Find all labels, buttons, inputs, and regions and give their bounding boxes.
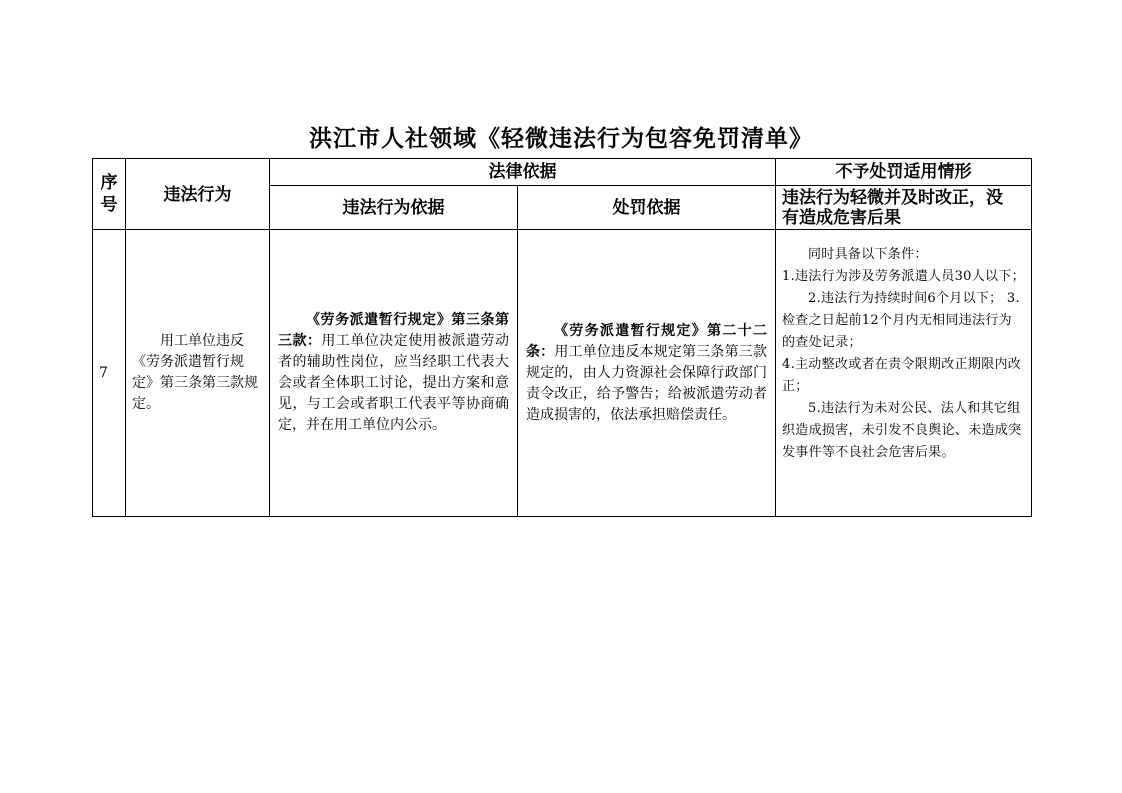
header-legal-basis: 法律依据 [270, 159, 776, 186]
row-seq: 7 [93, 230, 126, 517]
condition-item: 同时具备以下条件： [808, 247, 928, 262]
header-seq: 序号 [93, 159, 126, 230]
header-exempt: 不予处罚适用情形 [776, 159, 1032, 186]
act-basis-text [278, 310, 509, 436]
row-conditions [776, 230, 1032, 517]
header-exempt-sub: 违法行为轻微并及时改正，没有造成危害后果 [776, 186, 1032, 230]
condition-item: 2.违法行为持续时间6个月以下； 3.检查之日起前12个月内无相同违法行为的查处记录； [782, 291, 1020, 350]
penalty-basis-law: 《劳务派遣暂行规定》第二十二条： [526, 322, 767, 360]
page-title: 洪江市人社领域《轻微违法行为包容免罚清单》 [309, 125, 813, 152]
penalty-exemption-table [92, 158, 1032, 517]
penalty-basis-text [526, 321, 767, 426]
header-penalty-basis: 处罚依据 [518, 186, 776, 230]
row-act-basis [270, 230, 518, 517]
row-act [126, 230, 270, 517]
header-act-basis: 违法行为依据 [270, 186, 518, 230]
condition-item: 1.违法行为涉及劳务派遣人员30人以下； [782, 269, 1025, 284]
act-basis-law: 《劳务派遣暂行规定》第三条第三款： [278, 312, 509, 349]
row-penalty-basis [518, 230, 776, 517]
penalty-basis-content: 用工单位违反本规定第三条第三款规定的，由人力资源社会保障行政部门责令改正，给予警告；给被派遣劳动者造成损害的，依法承担赔偿责任。 [526, 343, 767, 423]
row-act-text: 用工单位违反《劳务派遣暂行规定》第三条第三款规定。 [132, 333, 258, 412]
header-act: 违法行为 [126, 159, 270, 230]
table-row [93, 230, 1032, 517]
act-basis-content: 用工单位决定使用被派遣劳动者的辅助性岗位，应当经职工代表大会或者全体职工讨论，提出方案和意见，与工会或者职工代表平等协商确定，并在用工单位内公示。 [278, 333, 510, 433]
condition-item: 4.主动整改或者在责令限期改正期限内改正； [782, 357, 1022, 394]
condition-item: 5.违法行为未对公民、法人和其它组织造成损害，未引发不良舆论、未造成突发事件等不良社会危害后果。 [782, 401, 1022, 460]
